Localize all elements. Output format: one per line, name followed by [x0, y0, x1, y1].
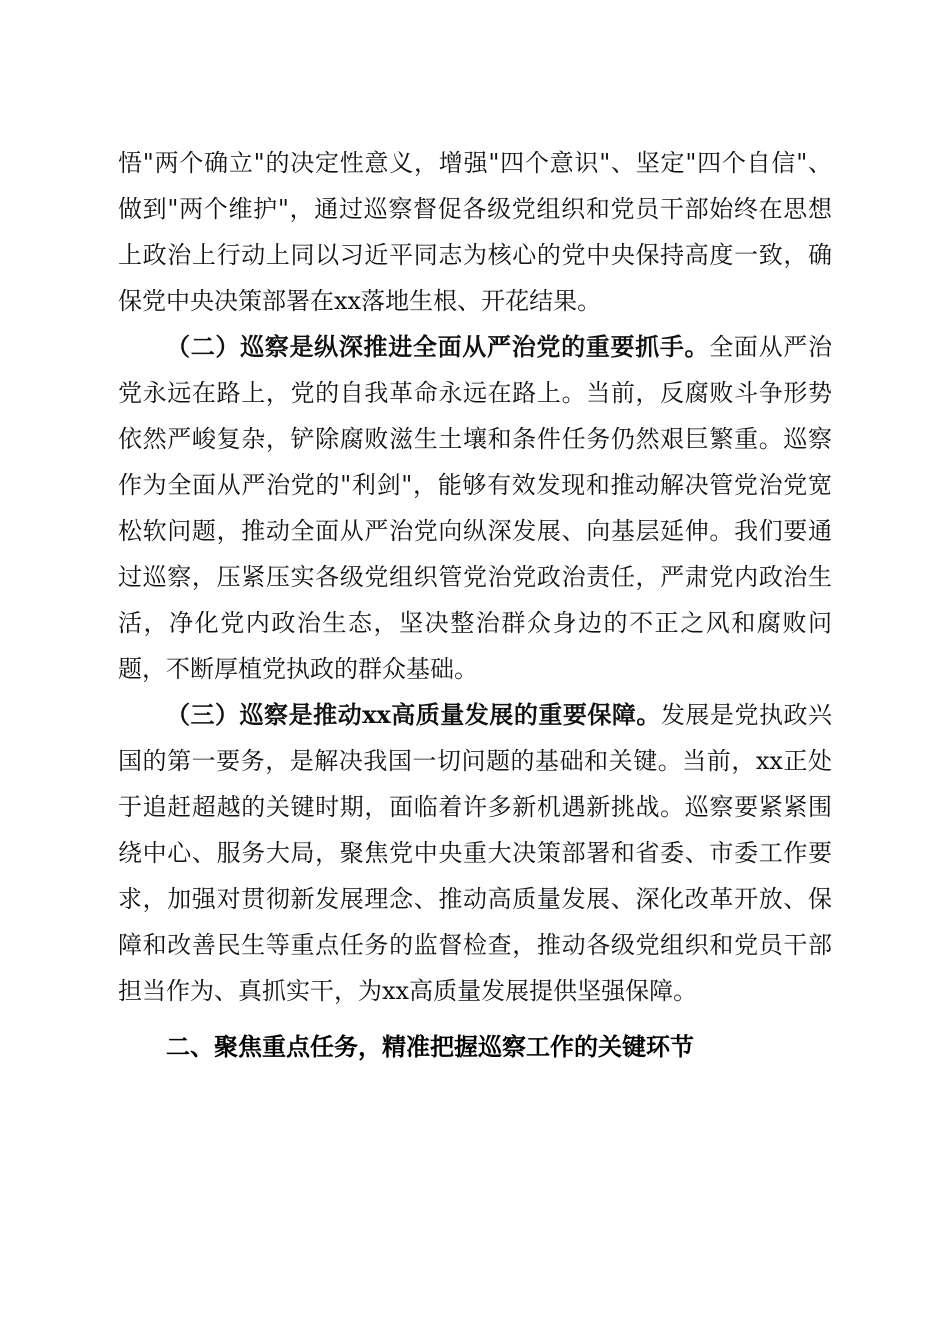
section-two-body: 全面从严治党永远在路上，党的自我革命永远在路上。当前，反腐败斗争形势依然严峻复杂，铲除腐败滋生土壤和条件任务仍然艰巨繁重。巡察作为全面从严治党的"利剑"，能够有效发现和推动解决管党治党宽松软问题，推动全面从严治党向纵深发展、向基层延伸。我们要通过巡察，压紧压实各级党组织管党治党政治责任，严肃党内政治生活，净化党内政治生态，坚决整治群众身边的不正之风和腐败问题，不断厚植党执政的群众基础。: [118, 333, 833, 683]
heading-section-two: 二、聚焦重点任务，精准把握巡察工作的关键环节: [166, 1033, 694, 1061]
paragraph-section-three: [118, 692, 832, 1014]
section-two-lead: （二）巡察是纵深推进全面从严治党的重要抓手。: [166, 332, 710, 361]
paragraph-continued-text: 悟"两个确立"的决定性意义，增强"四个意识"、坚定"四个自信"、做到"两个维护"，通过巡察督促各级党组织和党员干部始终在思想上政治上行动上同以习近平同志为核心的党中央保持高度一致，确保党中央决策部署在xx落地生根、开花结果。: [118, 149, 832, 315]
section-three-lead: （三）巡察是推动xx高质量发展的重要保障。: [166, 700, 661, 729]
section-three-body: 发展是党执政兴国的第一要务，是解决我国一切问题的基础和关键。当前，xx正处于追赶超越的关键时期，面临着许多新机遇新挑战。巡察要紧紧围绕中心、服务大局，聚焦党中央重大决策部署和省委、市委工作要求，加强对贯彻新发展理念、推动高质量发展、深化改革开放、保障和改善民生等重点任务的监督检查，推动各级党组织和党员干部担当作为、真抓实干，为xx高质量发展提供坚强保障。: [118, 701, 832, 1005]
document-body: [118, 140, 832, 1070]
paragraph-continued: [118, 140, 832, 324]
paragraph-section-two: [118, 324, 832, 692]
